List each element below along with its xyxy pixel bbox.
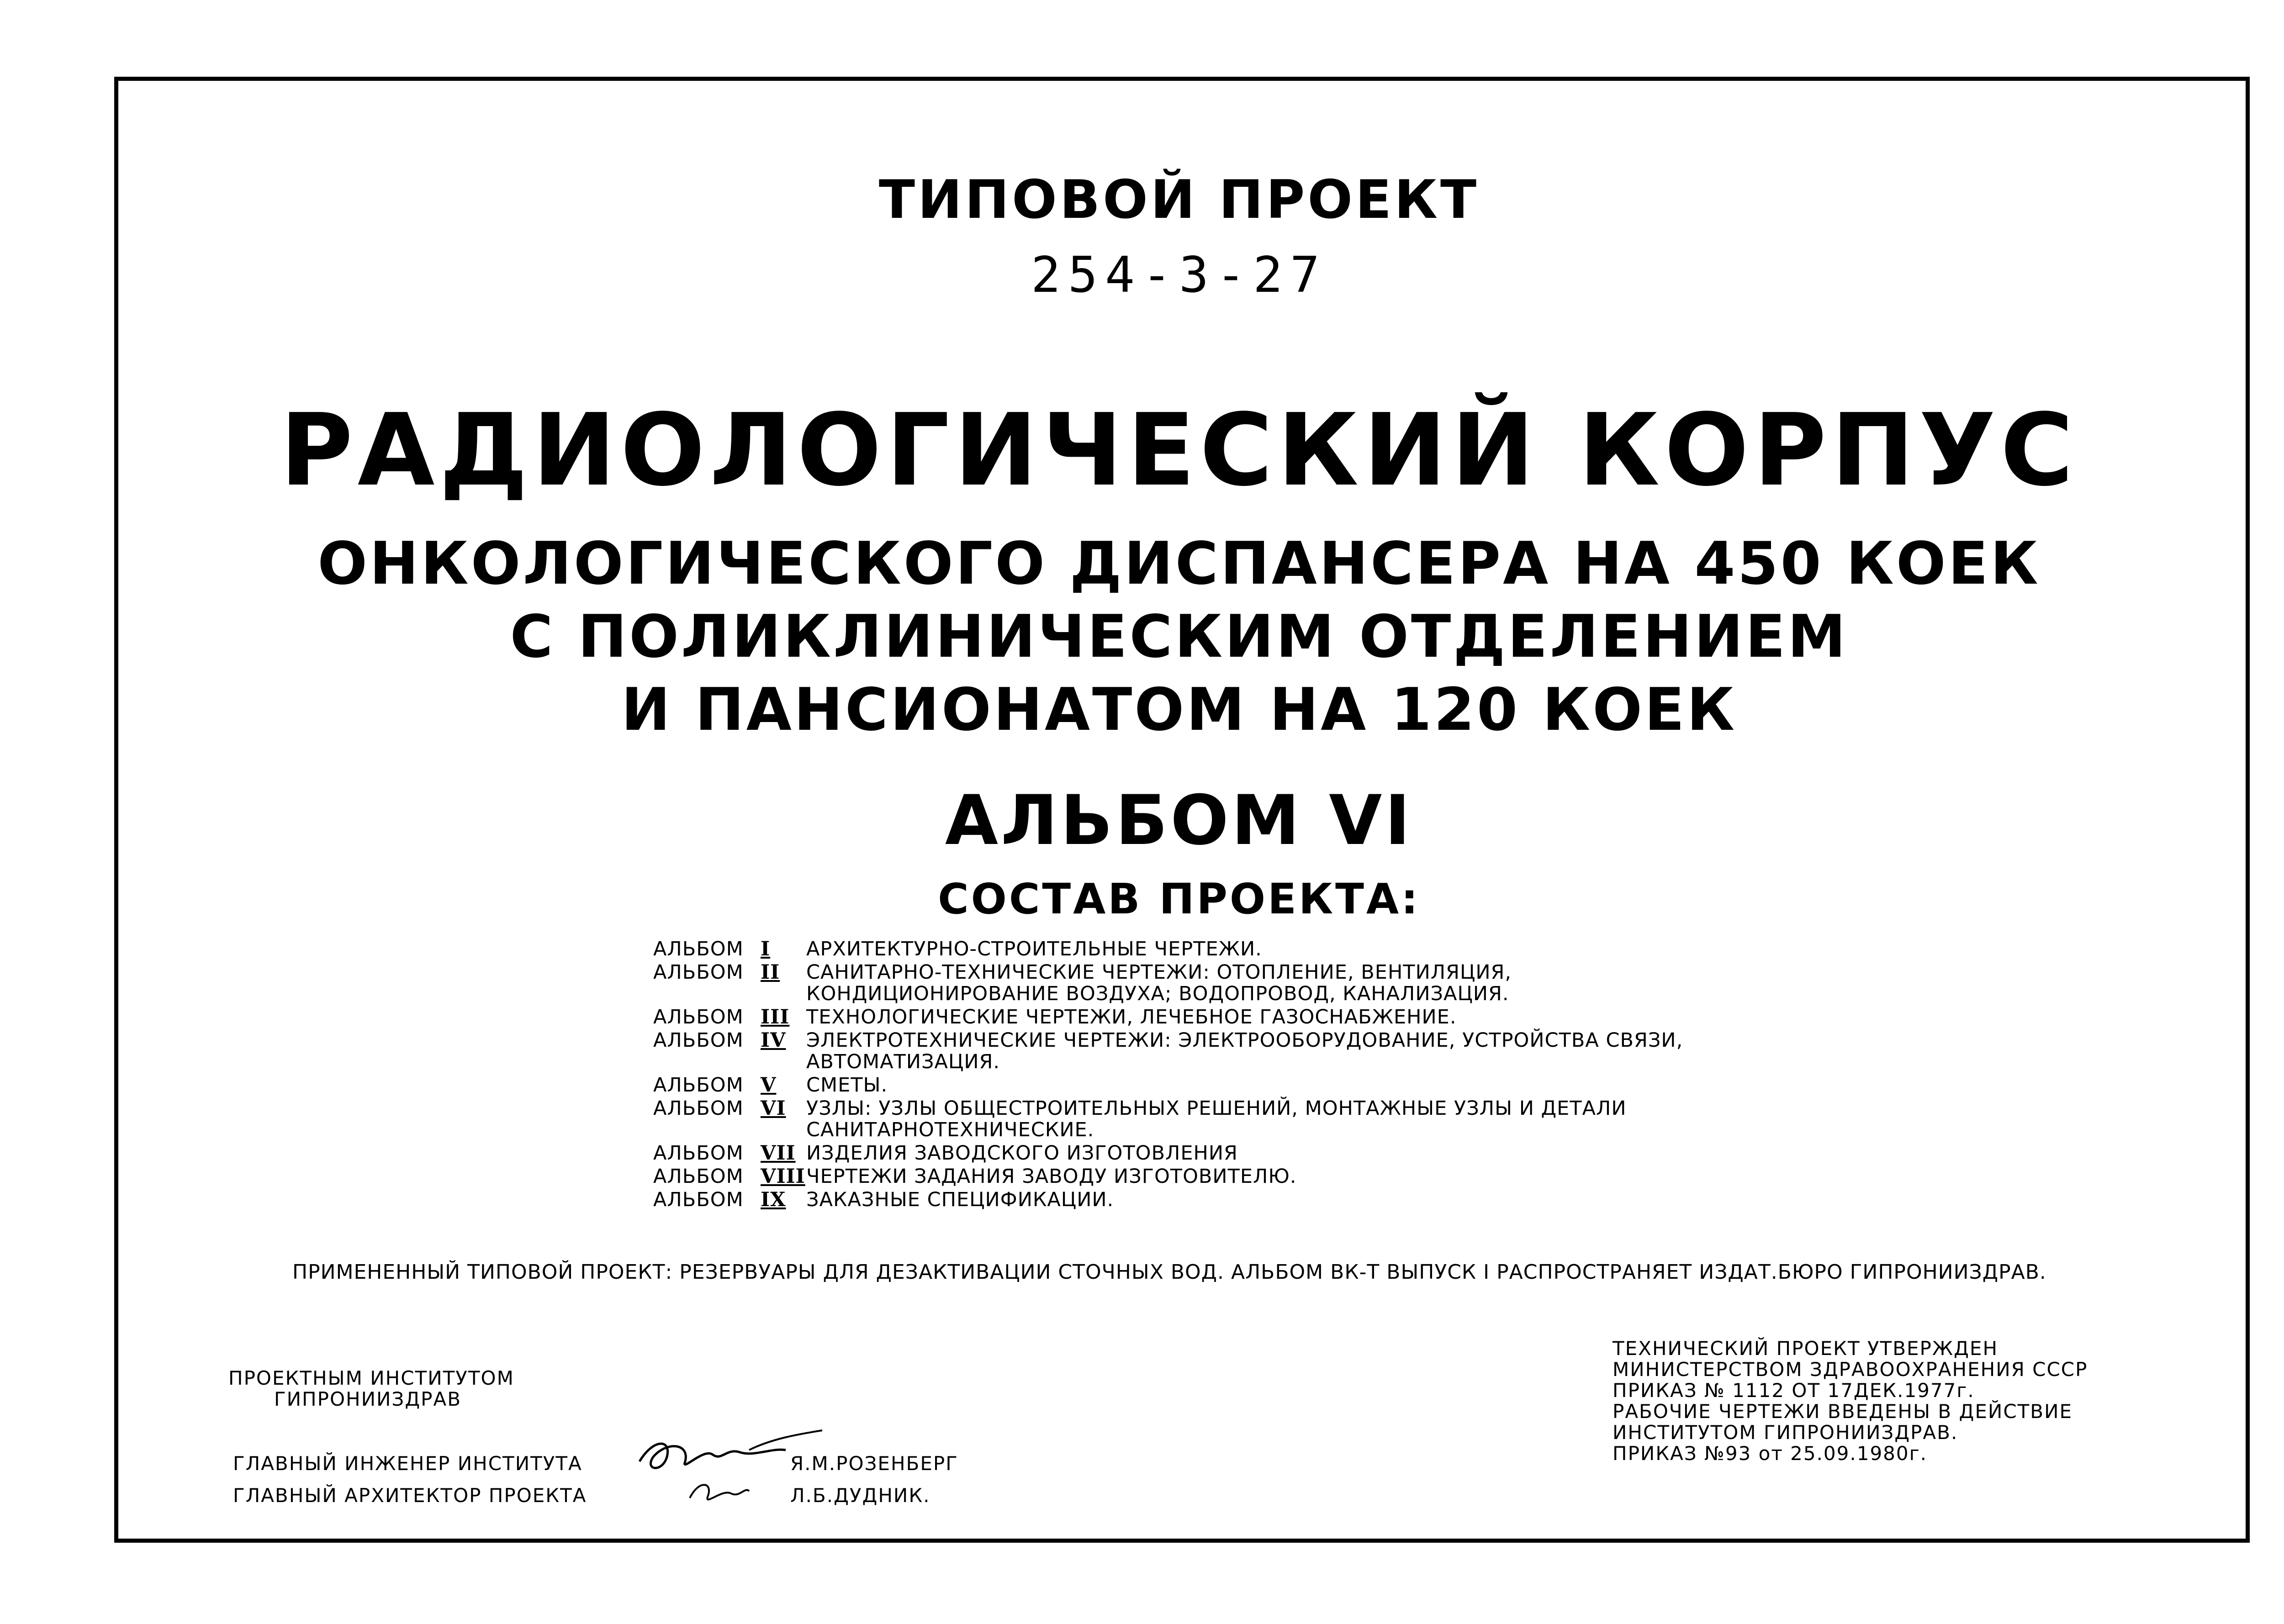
subtitle-line-3: И ПАНСИОНАТОМ НА 120 КОЕК bbox=[621, 676, 1737, 744]
album-number: VIII bbox=[761, 1165, 805, 1188]
album-description: ЭЛЕКТРОТЕХНИЧЕСКИЕ ЧЕРТЕЖИ: ЭЛЕКТРООБОРУДОВАНИЕ, УСТРОЙСТВА СВЯЗИ, АВТОМАТИЗАЦИЯ. bbox=[806, 1029, 1683, 1073]
album-title: АЛЬБОМ VI bbox=[945, 781, 1413, 860]
signature-name: Я.М.РОЗЕНБЕРГ bbox=[790, 1452, 958, 1475]
approval-block bbox=[1613, 1338, 2088, 1464]
applied-project-note: ПРИМЕНЕННЫЙ ТИПОВОЙ ПРОЕКТ: РЕЗЕРВУАРЫ ДЛЯ ДЕЗАКТИВАЦИИ СТОЧНЫХ ВОД. АЛЬБОМ ВК-Т ВЫПУСК I РАСПРОСТРАНЯЕТ ИЗДАТ.БЮРО ГИПРОНИИЗДРАВ. bbox=[292, 1260, 2046, 1284]
contents-title: СОСТАВ ПРОЕКТА: bbox=[938, 875, 1420, 923]
list-item bbox=[653, 1166, 1704, 1187]
institute-block bbox=[228, 1368, 514, 1410]
album-description: ТЕХНОЛОГИЧЕСКИЕ ЧЕРТЕЖИ, ЛЕЧЕБНОЕ ГАЗОСНАБЖЕНИЕ. bbox=[806, 1006, 1457, 1028]
main-title: РАДИОЛОГИЧЕСКИЙ КОРПУС bbox=[280, 393, 2078, 508]
approval-line-6: ПРИКАЗ №93 от 25.09.1980г. bbox=[1613, 1442, 1928, 1465]
album-description: ЧЕРТЕЖИ ЗАДАНИЯ ЗАВОДУ ИЗГОТОВИТЕЛЮ. bbox=[806, 1165, 1297, 1188]
album-description: УЗЛЫ: УЗЛЫ ОБЩЕСТРОИТЕЛЬНЫХ РЕШЕНИЙ, МОНТАЖНЫЕ УЗЛЫ И ДЕТАЛИ САНИТАРНОТЕХНИЧЕСКИЕ. bbox=[806, 1097, 1627, 1141]
project-label: ТИПОВОЙ ПРОЕКТ bbox=[878, 169, 1480, 231]
signature-role: ГЛАВНЫЙ АРХИТЕКТОР ПРОЕКТА bbox=[233, 1484, 587, 1507]
handwritten-signature-icon bbox=[685, 1475, 754, 1512]
list-item bbox=[653, 1098, 1704, 1141]
album-label: АЛЬБОМ bbox=[653, 1188, 744, 1211]
album-number: VII bbox=[761, 1142, 796, 1165]
list-item bbox=[653, 1007, 1704, 1028]
album-label: АЛЬБОМ bbox=[653, 1097, 744, 1120]
album-label: АЛЬБОМ bbox=[653, 1029, 744, 1052]
signature-role: ГЛАВНЫЙ ИНЖЕНЕР ИНСТИТУТА bbox=[233, 1452, 582, 1475]
album-label: АЛЬБОМ bbox=[653, 1006, 744, 1028]
list-item bbox=[653, 1143, 1704, 1164]
album-description: АРХИТЕКТУРНО-СТРОИТЕЛЬНЫЕ ЧЕРТЕЖИ. bbox=[806, 938, 1262, 960]
signature-row-chief-engineer bbox=[233, 1452, 958, 1475]
list-item bbox=[653, 1189, 1704, 1211]
album-number: VI bbox=[761, 1097, 786, 1120]
album-number: V bbox=[761, 1074, 777, 1097]
project-number: 254-3-27 bbox=[1031, 247, 1327, 304]
approval-line-4: РАБОЧИЕ ЧЕРТЕЖИ ВВЕДЕНЫ В ДЕЙСТВИЕ bbox=[1613, 1400, 2073, 1423]
institute-line-1: ПРОЕКТНЫМ ИНСТИТУТОМ bbox=[228, 1367, 514, 1389]
album-description: САНИТАРНО-ТЕХНИЧЕСКИЕ ЧЕРТЕЖИ: ОТОПЛЕНИЕ, ВЕНТИЛЯЦИЯ, КОНДИЦИОНИРОВАНИЕ ВОЗДУХА; ВОДОПРОВОД, КАНАЛИЗАЦИЯ. bbox=[806, 961, 1512, 1005]
subtitle-line-2: С ПОЛИКЛИНИЧЕСКИМ ОТДЕЛЕНИЕМ bbox=[510, 603, 1848, 671]
approval-line-1: ТЕХНИЧЕСКИЙ ПРОЕКТ УТВЕРЖДЕН bbox=[1613, 1337, 1998, 1360]
album-number: III bbox=[761, 1006, 790, 1028]
signature-name: Л.Б.ДУДНИК. bbox=[790, 1484, 931, 1507]
album-list bbox=[653, 939, 1704, 1213]
album-label: АЛЬБОМ bbox=[653, 961, 744, 984]
list-item bbox=[653, 1030, 1704, 1073]
album-number: IV bbox=[761, 1029, 786, 1052]
list-item bbox=[653, 1075, 1704, 1096]
signature-row-chief-architect bbox=[233, 1484, 931, 1507]
institute-line-2: ГИПРОНИИЗДРАВ bbox=[274, 1388, 462, 1410]
approval-line-3: ПРИКАЗ № 1112 ОТ 17ДЕК.1977г. bbox=[1613, 1379, 1975, 1402]
album-description: ЗАКАЗНЫЕ СПЕЦИФИКАЦИИ. bbox=[806, 1188, 1114, 1211]
list-item bbox=[653, 962, 1704, 1005]
album-label: АЛЬБОМ bbox=[653, 938, 744, 960]
album-number: IX bbox=[761, 1188, 786, 1211]
album-label: АЛЬБОМ bbox=[653, 1142, 744, 1165]
album-number: II bbox=[761, 961, 780, 984]
album-label: АЛЬБОМ bbox=[653, 1165, 744, 1188]
approval-line-2: МИНИСТЕРСТВОМ ЗДРАВООХРАНЕНИЯ СССР bbox=[1613, 1358, 2088, 1381]
album-label: АЛЬБОМ bbox=[653, 1074, 744, 1097]
subtitle-line-1: ОНКОЛОГИЧЕСКОГО ДИСПАНСЕРА НА 450 КОЕК bbox=[317, 530, 2041, 598]
list-item bbox=[653, 939, 1704, 960]
album-number: I bbox=[761, 938, 771, 960]
album-description: ИЗДЕЛИЯ ЗАВОДСКОГО ИЗГОТОВЛЕНИЯ bbox=[806, 1142, 1238, 1165]
album-description: СМЕТЫ. bbox=[806, 1074, 888, 1097]
approval-line-5: ИНСТИТУТОМ ГИПРОНИИЗДРАВ. bbox=[1613, 1421, 1958, 1444]
